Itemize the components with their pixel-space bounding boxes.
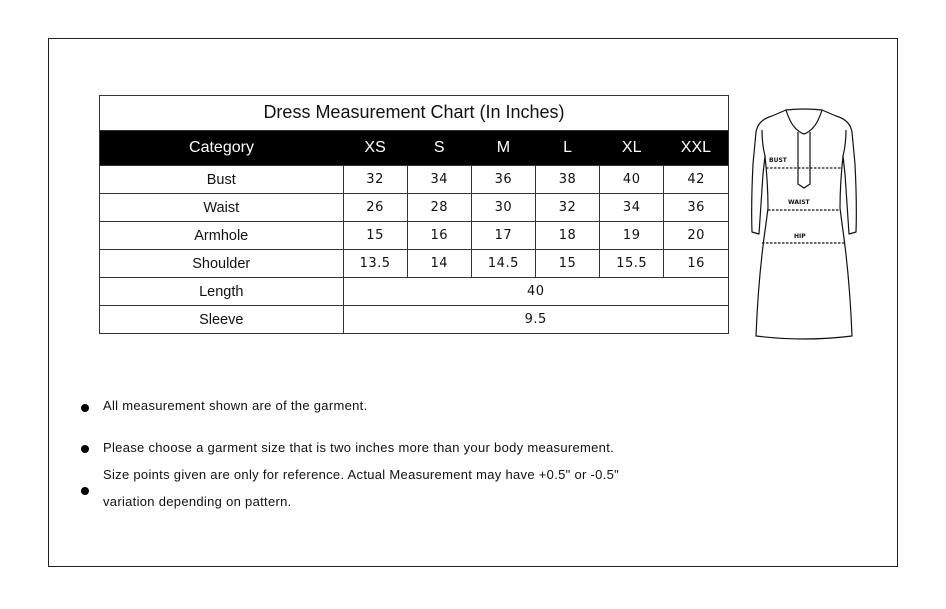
row-category: Sleeve [100, 306, 343, 334]
chart-title: Dress Measurement Chart (In Inches) [100, 96, 728, 131]
cell-value: 9.5 [343, 306, 728, 334]
cell-value: 40 [343, 278, 728, 306]
row-category: Bust [100, 166, 343, 194]
header-category: Category [100, 131, 343, 166]
cell-value: 34 [600, 194, 664, 222]
header-size-xs: XS [343, 131, 407, 166]
dress-diagram [748, 104, 860, 344]
left-sleeve-line [762, 130, 765, 156]
table-row-armhole [100, 222, 728, 250]
row-category: Waist [100, 194, 343, 222]
cell-value: 13.5 [343, 250, 407, 278]
note-text: Please choose a garment size that is two inches more than your body measurement. [103, 440, 615, 455]
cell-value: 34 [407, 166, 471, 194]
cell-value: 19 [600, 222, 664, 250]
dress-outline [752, 109, 857, 339]
neckline [786, 110, 822, 134]
table-row-shoulder [100, 250, 728, 278]
cell-value: 16 [407, 222, 471, 250]
header-size-xl: XL [600, 131, 664, 166]
note-text: Size points given are only for reference. Actual Measurement may have +0.5" or -0.5" [103, 467, 620, 482]
row-category: Shoulder [100, 250, 343, 278]
cell-value: 40 [600, 166, 664, 194]
cell-value: 26 [343, 194, 407, 222]
cell-value: 32 [343, 166, 407, 194]
note-text: variation depending on pattern. [103, 494, 292, 509]
table-row-bust [100, 166, 728, 194]
cell-value: 32 [535, 194, 599, 222]
cell-value: 42 [664, 166, 728, 194]
cell-value: 15 [343, 222, 407, 250]
header-size-s: S [407, 131, 471, 166]
row-category: Armhole [100, 222, 343, 250]
cell-value: 14 [407, 250, 471, 278]
cell-value: 36 [664, 194, 728, 222]
table-row-waist [100, 194, 728, 222]
cell-value: 30 [471, 194, 535, 222]
cell-value: 17 [471, 222, 535, 250]
right-sleeve-line [843, 130, 846, 156]
waist-label: WAIST [788, 199, 810, 206]
cell-value: 14.5 [471, 250, 535, 278]
cell-value: 28 [407, 194, 471, 222]
cell-value: 18 [535, 222, 599, 250]
cell-value: 16 [664, 250, 728, 278]
row-category: Length [100, 278, 343, 306]
note-text: All measurement shown are of the garment. [103, 398, 368, 413]
header-row [100, 131, 728, 166]
cell-value: 36 [471, 166, 535, 194]
header-size-xxl: XXL [664, 131, 728, 166]
measurement-table [100, 131, 728, 333]
placket [798, 132, 810, 188]
cell-value: 38 [535, 166, 599, 194]
cell-value: 20 [664, 222, 728, 250]
measurement-chart [99, 95, 729, 334]
table-row-sleeve [100, 306, 728, 334]
bust-label: BUST [769, 157, 787, 164]
header-size-m: M [471, 131, 535, 166]
header-size-l: L [535, 131, 599, 166]
hip-label: HIP [794, 233, 806, 240]
table-row-length [100, 278, 728, 306]
cell-value: 15.5 [600, 250, 664, 278]
cell-value: 15 [535, 250, 599, 278]
